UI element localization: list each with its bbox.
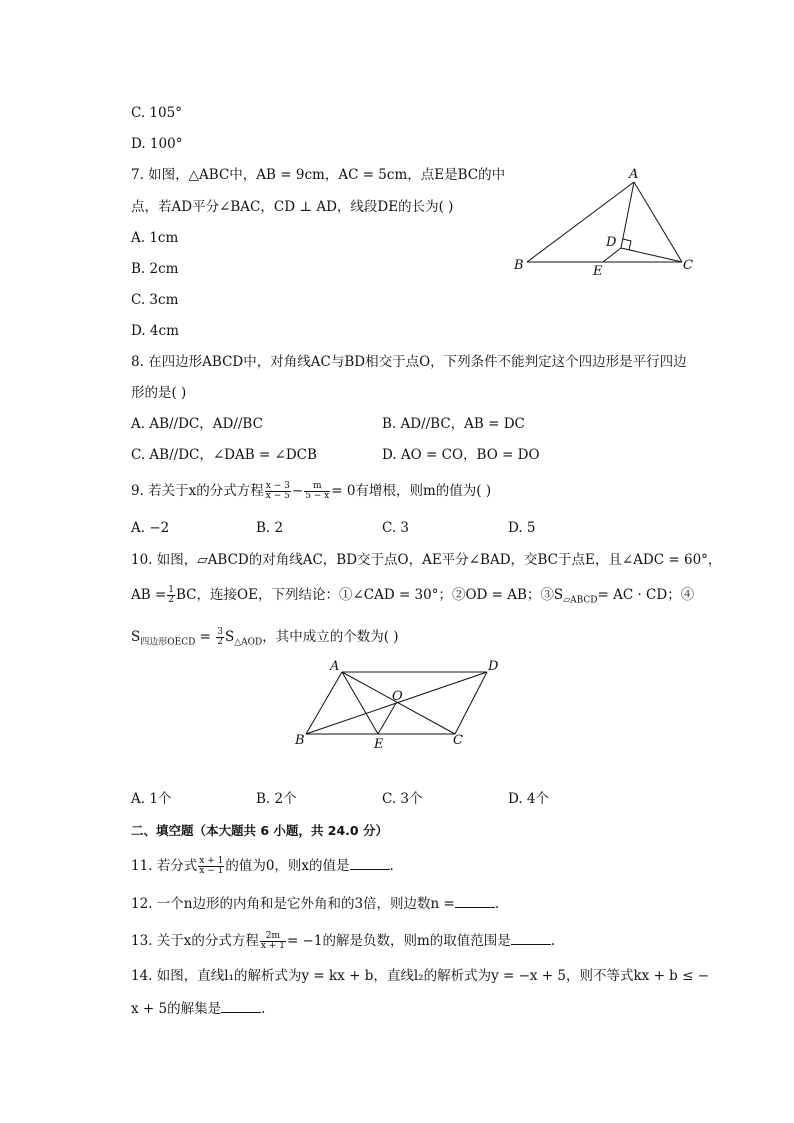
q7-segment-de	[603, 248, 621, 262]
q9-fraction-2-numerator: m	[304, 482, 330, 492]
q10-line3-s2: S	[224, 629, 235, 645]
q6-option-c: C. 105°	[131, 105, 182, 121]
q8-option-c: C. AB//DC，∠DAB = ∠DCB	[131, 447, 317, 463]
q9-fraction-1-denominator: x − 5	[265, 491, 290, 501]
q10-line3-s: S	[131, 629, 141, 645]
q10-fraction-three-halves-denominator: 2	[217, 637, 223, 647]
q9-stem	[131, 481, 491, 501]
q10-fraction-half	[167, 586, 175, 605]
q9-option-d: D. 5	[508, 520, 536, 536]
q11-fraction-numerator: x + 1	[199, 856, 224, 866]
q10-label-e: E	[374, 737, 384, 752]
q12-stem	[131, 893, 499, 914]
q11-stem	[131, 855, 394, 876]
q10-area-subscript-quadrilateral: 四边形OECD	[140, 637, 196, 648]
q10-line2-end: = AC · CD；④	[597, 587, 695, 603]
q8-option-b: B. AD//BC，AB = DC	[382, 416, 525, 432]
q10-area-subscript-parallelogram: ▱ABCD	[563, 595, 598, 606]
q8-option-a: A. AB//DC，AD//BC	[131, 416, 263, 432]
q7-segment-dc	[621, 248, 682, 262]
q9-option-a: A. −2	[131, 520, 170, 536]
q12-answer-blank[interactable]	[455, 893, 495, 908]
q9-fraction-1-numerator: x − 3	[265, 481, 290, 491]
q7-label-c: C	[683, 258, 693, 273]
q7-option-b: B. 2cm	[131, 261, 179, 277]
q13-stem-end: .	[550, 933, 556, 949]
q7-triangle-figure	[505, 165, 705, 280]
q7-stem-line2: 点，若AD平分∠BAC，CD ⊥ AD，线段DE的长为( )	[131, 199, 454, 215]
q11-stem-prefix: 11. 若分式	[131, 858, 198, 874]
q10-option-c: C. 3个	[382, 791, 423, 807]
q7-label-d: D	[606, 235, 617, 250]
section-heading-fill-in: 二、填空题（本大题共 6 小题，共 24.0 分）	[131, 823, 388, 838]
q11-fraction	[198, 857, 224, 876]
q8-stem-line1: 8. 在四边形ABCD中，对角线AC与BD相交于点O，下列条件不能判定这个四边形是平行四边	[131, 354, 687, 370]
q13-answer-blank[interactable]	[511, 930, 551, 945]
q10-fraction-three-halves	[216, 628, 224, 647]
q10-fraction-three-halves-numerator: 3	[217, 627, 223, 637]
q9-option-c: C. 3	[382, 520, 410, 536]
q9-minus-sign: −	[291, 483, 304, 499]
q10-stem-line1: 10. 如图，▱ABCD的对角线AC，BD交于点O，AE平分∠BAD，交BC于点E，且∠ADC = 60°，	[131, 552, 722, 568]
q10-fraction-half-numerator: 1	[168, 585, 175, 595]
q10-fraction-half-denominator: 2	[168, 595, 175, 605]
q14-stem-end: .	[261, 1001, 266, 1017]
q10-label-c: C	[453, 733, 463, 748]
q11-stem-suffix: 的值为0，则x的值是	[225, 858, 350, 874]
q11-stem-end: .	[389, 858, 394, 874]
q7-stem-line1: 7. 如图，△ABC中，AB = 9cm，AC = 5cm，点E是BC的中	[131, 167, 506, 183]
q14-stem-line2	[131, 998, 265, 1019]
q7-segment-ac	[634, 182, 682, 262]
q10-line3-end: ，其中成立的个数为( )	[262, 629, 399, 645]
q10-stem-line2	[131, 585, 694, 611]
q13-stem-prefix: 13. 关于x的分式方程	[131, 933, 259, 949]
q7-option-c: C. 3cm	[131, 292, 179, 308]
q7-option-d: D. 4cm	[131, 323, 179, 339]
q10-label-b: B	[295, 733, 305, 748]
q7-label-b: B	[514, 258, 524, 273]
q10-option-b: B. 2个	[256, 791, 297, 807]
q10-line2-middle: BC，连接OE，下列结论：①∠CAD = 30°；②OD = AB；③S	[176, 587, 564, 603]
q14-stem-line1: 14. 如图，直线l₁的解析式为y = kx + b，直线l₂的解析式为y = −x + 5，则不等式kx + b ≤ −	[131, 968, 710, 984]
q13-fraction-denominator: x + 1	[260, 941, 285, 951]
q10-area-subscript-triangle: △AOD	[234, 637, 263, 648]
q10-segment-oe	[378, 703, 396, 734]
q10-option-a: A. 1个	[131, 791, 172, 807]
q7-label-a: A	[629, 167, 639, 182]
q9-option-b: B. 2	[256, 520, 284, 536]
q7-option-a: A. 1cm	[131, 230, 179, 246]
q9-stem-suffix: = 0有增根，则m的值为( )	[331, 483, 492, 499]
q11-answer-blank[interactable]	[350, 855, 390, 870]
q8-stem-line2: 形的是( )	[131, 385, 187, 401]
q10-label-a: A	[330, 659, 340, 674]
q13-fraction-numerator: 2m	[260, 932, 286, 942]
q8-option-d: D. AO = CO，BO = DO	[382, 447, 540, 463]
q6-option-d: D. 100°	[131, 136, 183, 152]
q12-stem-end: .	[494, 896, 500, 912]
q9-fraction-2	[304, 482, 330, 501]
q7-label-e: E	[593, 264, 603, 279]
q12-stem-text: 12. 一个n边形的内角和是它外角和的3倍，则边数n =	[131, 896, 455, 912]
q13-stem-suffix: = −1的解是负数，则m的取值范围是	[286, 933, 511, 949]
q9-fraction-2-denominator: 5 − x	[305, 491, 330, 501]
q10-segment-ab	[306, 672, 342, 734]
q10-line2-start: AB =	[131, 587, 167, 603]
q10-label-d: D	[488, 659, 499, 674]
q10-line3-equals: =	[195, 629, 216, 645]
q9-fraction-1	[265, 482, 291, 501]
q9-stem-prefix: 9. 若关于x的分式方程	[131, 483, 264, 499]
q14-line2-text: x + 5的解集是	[131, 1001, 222, 1017]
q10-option-d: D. 4个	[508, 791, 550, 807]
q10-stem-line3	[131, 627, 399, 653]
q10-segment-ae	[342, 672, 378, 734]
q11-fraction-denominator: x − 1	[199, 866, 224, 876]
q14-answer-blank[interactable]	[221, 998, 261, 1013]
q7-segment-ad	[621, 182, 634, 248]
q10-parallelogram-figure	[290, 655, 510, 755]
q10-label-o: O	[392, 689, 403, 704]
q13-stem	[131, 930, 555, 951]
q13-fraction	[260, 932, 286, 951]
